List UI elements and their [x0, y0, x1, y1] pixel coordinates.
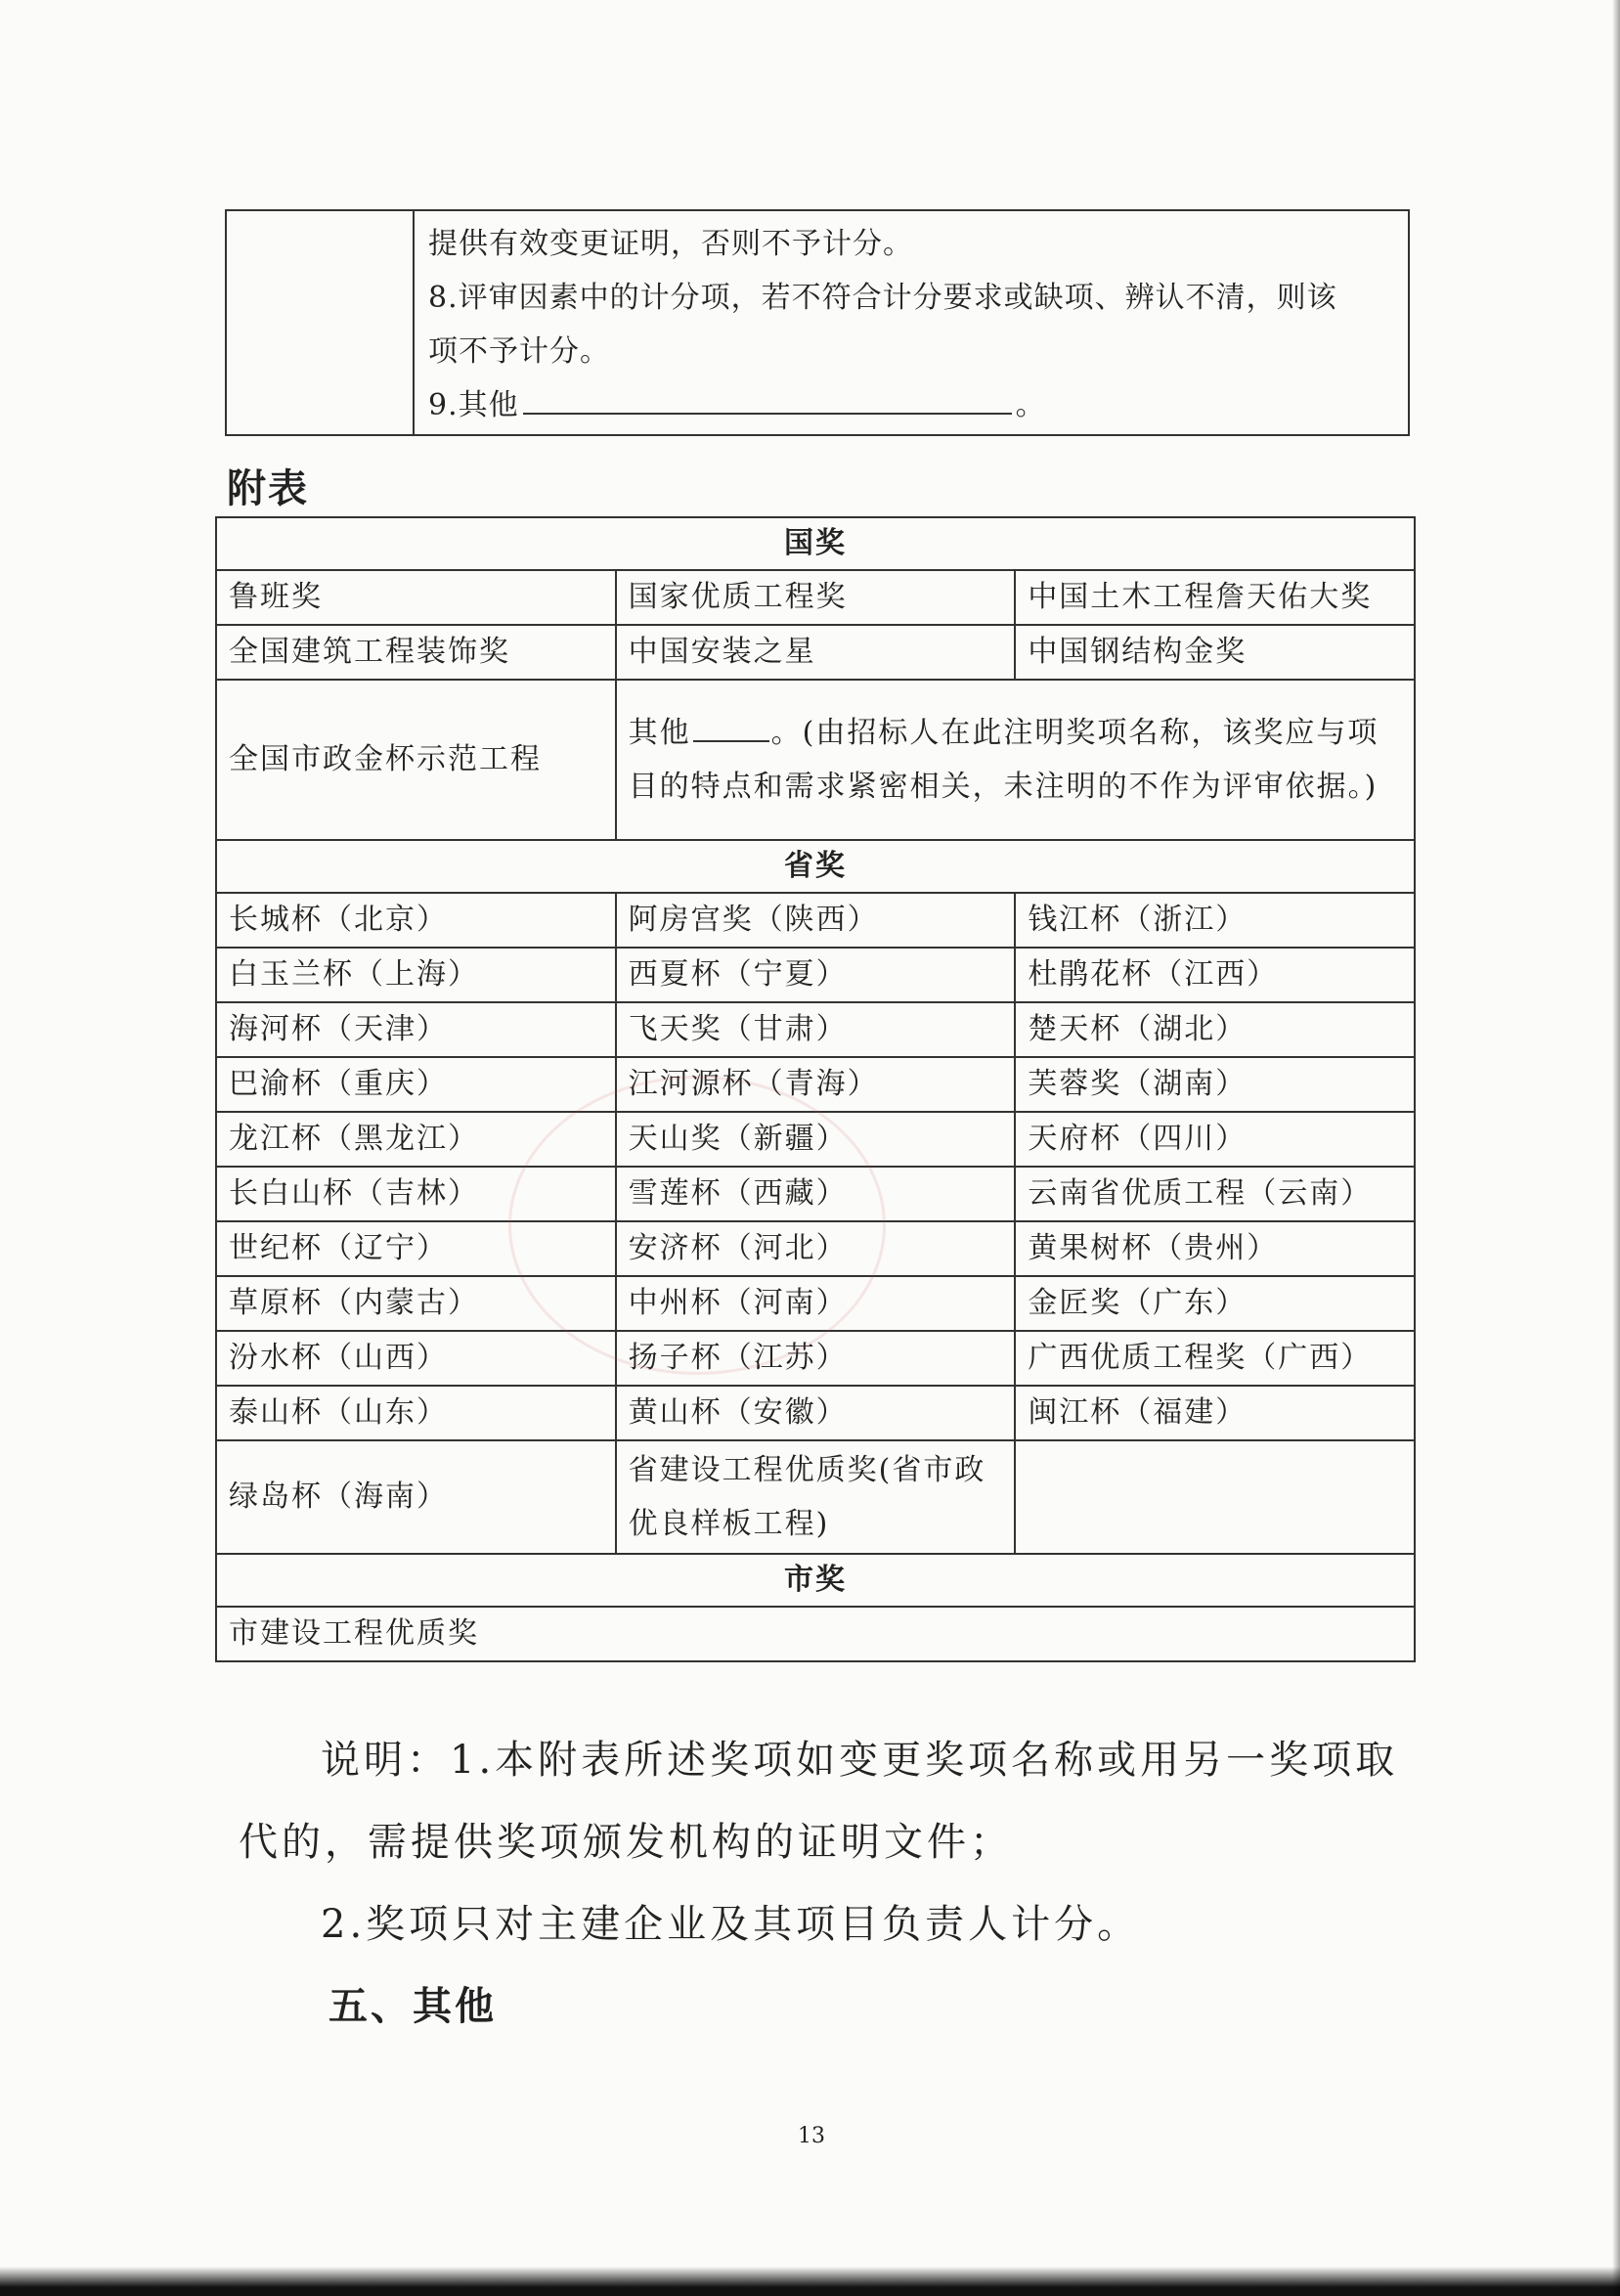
criteria-other-suffix: 。 — [1015, 388, 1046, 422]
table-row — [216, 1440, 1415, 1554]
scoring-criteria-table — [225, 209, 1410, 436]
award-cell: 江河源杯（青海） — [616, 1057, 1016, 1112]
scan-edge-shadow — [0, 2267, 1620, 2296]
table-row — [216, 1057, 1415, 1112]
award-cell: 白玉兰杯（上海） — [216, 948, 616, 1002]
table-row — [216, 948, 1415, 1002]
criteria-label-cell — [226, 210, 414, 435]
table-row — [216, 570, 1415, 625]
national-awards-heading: 国奖 — [216, 517, 1415, 570]
award-cell: 长城杯（北京） — [216, 893, 616, 948]
award-cell: 鲁班奖 — [216, 570, 616, 625]
criteria-other-prefix: 9.其他 — [428, 388, 519, 422]
award-cell: 扬子杯（江苏） — [616, 1331, 1016, 1386]
award-cell: 天山奖（新疆） — [616, 1112, 1016, 1167]
table-row — [216, 893, 1415, 948]
awards-table — [215, 516, 1416, 1662]
award-other-text: 。(由招标人在此注明奖项名称，该奖应与项目的特点和需求紧密相关，未注明的不作为评审依据。) — [628, 716, 1379, 804]
award-cell: 黄山杯（安徽） — [616, 1386, 1016, 1440]
award-cell: 龙江杯（黑龙江） — [216, 1112, 616, 1167]
note-line-1: 说明：1.本附表所述奖项如变更奖项名称或用另一奖项取 — [321, 1738, 1399, 1783]
award-cell: 全国建筑工程装饰奖 — [216, 625, 616, 680]
award-cell: 楚天杯（湖北） — [1015, 1002, 1415, 1057]
award-cell: 中国钢结构金奖 — [1015, 625, 1415, 680]
award-cell: 黄果树杯（贵州） — [1015, 1221, 1415, 1276]
award-cell: 市建设工程优质奖 — [216, 1607, 1415, 1661]
award-cell: 雪莲杯（西藏） — [616, 1167, 1016, 1221]
award-cell: 中国土木工程詹天佑大奖 — [1015, 570, 1415, 625]
award-cell: 长白山杯（吉林） — [216, 1167, 616, 1221]
note-line-2: 代的，需提供奖项颁发机构的证明文件； — [239, 1820, 1013, 1865]
award-cell: 广西优质工程奖（广西） — [1015, 1331, 1415, 1386]
award-cell: 国家优质工程奖 — [616, 570, 1016, 625]
award-cell: 芙蓉奖（湖南） — [1015, 1057, 1415, 1112]
award-cell: 绿岛杯（海南） — [216, 1440, 616, 1554]
criteria-content-cell — [414, 210, 1409, 435]
award-other-prefix: 其他 — [628, 716, 691, 750]
award-cell: 世纪杯（辽宁） — [216, 1221, 616, 1276]
award-cell: 飞天奖（甘肃） — [616, 1002, 1016, 1057]
award-cell: 巴渝杯（重庆） — [216, 1057, 616, 1112]
award-cell: 西夏杯（宁夏） — [616, 948, 1016, 1002]
award-other-cell — [616, 680, 1415, 840]
award-cell: 安济杯（河北） — [616, 1221, 1016, 1276]
award-cell: 省建设工程优质奖(省市政优良样板工程) — [616, 1440, 1016, 1554]
award-cell: 中州杯（河南） — [616, 1276, 1016, 1331]
fill-in-blank — [693, 713, 769, 742]
scan-edge-shadow-right — [1612, 0, 1620, 2296]
note-line-3: 2.奖项只对主建企业及其项目负责人计分。 — [321, 1902, 1141, 1947]
award-cell: 钱江杯（浙江） — [1015, 893, 1415, 948]
table-row — [216, 1386, 1415, 1440]
table-row — [216, 1607, 1415, 1661]
faint-seal-mark — [508, 1076, 886, 1375]
award-cell: 海河杯（天津） — [216, 1002, 616, 1057]
award-cell: 草原杯（内蒙古） — [216, 1276, 616, 1331]
award-cell: 杜鹃花杯（江西） — [1015, 948, 1415, 1002]
award-cell-empty — [1015, 1440, 1415, 1554]
table-row — [216, 680, 1415, 840]
city-awards-heading: 市奖 — [216, 1554, 1415, 1607]
table-row — [216, 625, 1415, 680]
award-cell: 全国市政金杯示范工程 — [216, 680, 616, 840]
fill-in-blank — [523, 383, 1012, 415]
award-cell: 阿房宫奖（陕西） — [616, 893, 1016, 948]
award-cell: 泰山杯（山东） — [216, 1386, 616, 1440]
award-cell: 闽江杯（福建） — [1015, 1386, 1415, 1440]
criteria-other-line — [428, 378, 1394, 432]
provincial-awards-heading: 省奖 — [216, 840, 1415, 893]
award-cell: 云南省优质工程（云南） — [1015, 1167, 1415, 1221]
criteria-line-3: 项不予计分。 — [428, 334, 610, 369]
award-cell: 天府杯（四川） — [1015, 1112, 1415, 1167]
section-heading: 五、其他 — [328, 1984, 497, 2029]
award-cell: 中国安装之星 — [616, 625, 1016, 680]
table-row — [216, 1002, 1415, 1057]
award-cell: 金匠奖（广东） — [1015, 1276, 1415, 1331]
award-cell: 汾水杯（山西） — [216, 1331, 616, 1386]
page-number: 13 — [798, 2124, 825, 2148]
criteria-line-1: 提供有效变更证明，否则不予计分。 — [428, 227, 913, 261]
appendix-title: 附表 — [227, 466, 309, 511]
criteria-line-2: 8.评审因素中的计分项，若不符合计分要求或缺项、辨认不清，则该 — [428, 281, 1337, 315]
